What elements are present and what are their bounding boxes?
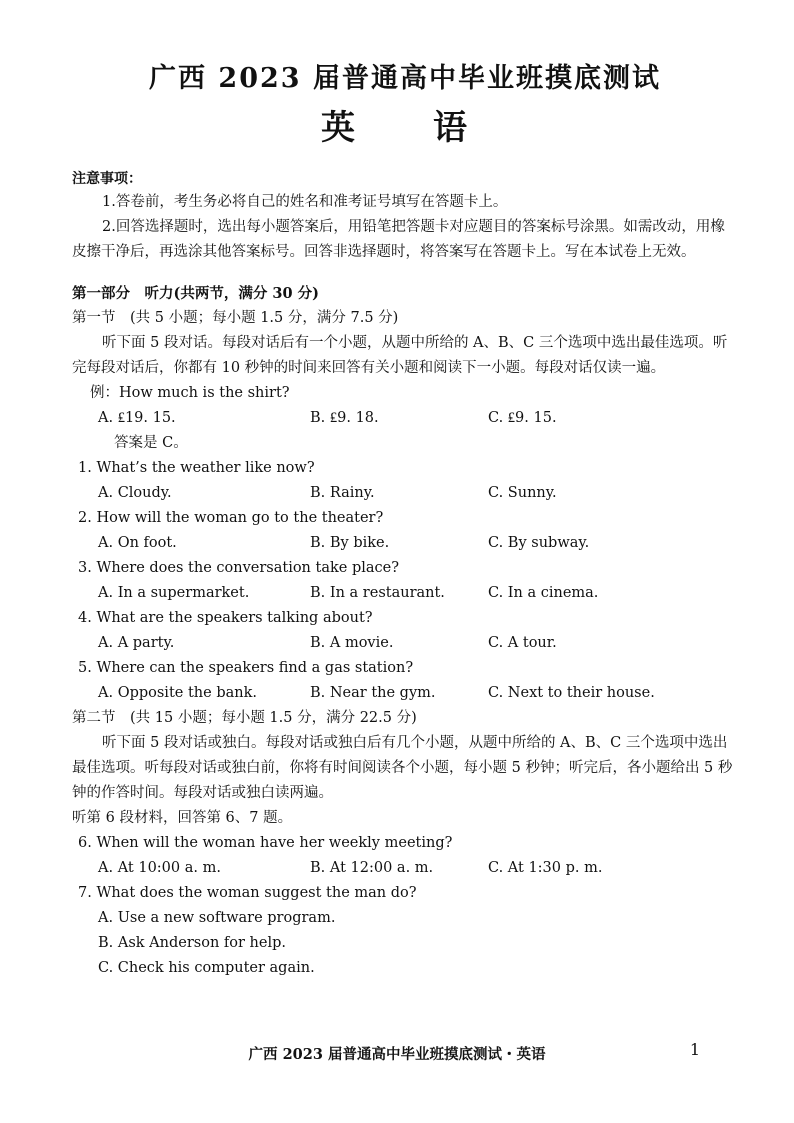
q6-option-a: A. At 10:00 a. m. <box>98 860 221 876</box>
question-6: 6. When will the woman have her weekly meeting? <box>78 835 453 851</box>
notes-item-2: 2.回答选择题时，选出每小题答案后，用铅笔把答题卡对应题目的答案标号涂黑。如需改动，用橡皮擦干净后，再选涂其他答案标号。回答非选择题时，将答案写在答题卡上。写在本试卷上无效。 <box>72 219 725 260</box>
q1-option-a: A. Cloudy. <box>98 485 172 501</box>
example-question: 例：How much is the shirt? <box>90 385 290 401</box>
q6-option-b: B. At 12:00 a. m. <box>310 860 434 876</box>
question-3-options <box>98 581 738 606</box>
section2-instructions: 听下面 5 段对话或独白。每段对话或独白后有几个小题，从题中所给的 A、B、C 三个选项中选出最佳选项。听每段对话或独白前，你将有时间阅读各个小题，每小题 5 秒钟；听完后，各小题给出 5 秒钟的作答时间。每段对话或独白读两遍。 <box>72 735 733 801</box>
question-7: 7. What does the woman suggest the man do? <box>78 885 417 901</box>
example-options <box>98 406 738 431</box>
material-6-instruction: 听第 6 段材料，回答第 6、7 题。 <box>72 810 293 826</box>
example-option-b: B. ₤9. 18. <box>310 410 379 426</box>
example-option-a: A. ₤19. 15. <box>98 410 176 426</box>
question-3: 3. Where does the conversation take place? <box>78 560 399 576</box>
question-2: 2. How will the woman go to the theater? <box>78 510 384 526</box>
q4-option-b: B. A movie. <box>310 635 394 651</box>
part1-heading: 第一部分 听力(共两节，满分 30 分) <box>72 285 319 302</box>
section1-instructions: 听下面 5 段对话。每段对话后有一个小题，从题中所给的 A、B、C 三个选项中选出最佳选项。听完每段对话后，你都有 10 秒钟的时间来回答有关小题和阅读下一小题。每段对话仅读一遍。 <box>72 335 728 376</box>
q4-option-c: C. A tour. <box>488 635 557 651</box>
question-5: 5. Where can the speakers find a gas station? <box>78 660 414 676</box>
question-1: 1. What’s the weather like now? <box>78 460 315 476</box>
q3-option-c: C. In a cinema. <box>488 585 599 601</box>
q5-option-a: A. Opposite the bank. <box>98 685 257 701</box>
question-5-options <box>98 681 738 706</box>
q2-option-c: C. By subway. <box>488 535 590 551</box>
example-option-c: C. ₤9. 15. <box>488 410 557 426</box>
question-4-options <box>98 631 738 656</box>
q5-option-b: B. Near the gym. <box>310 685 436 701</box>
page-number: 1 <box>689 1040 700 1059</box>
question-2-options <box>98 531 738 556</box>
q7-option-c: C. Check his computer again. <box>98 960 315 976</box>
question-4: 4. What are the speakers talking about? <box>78 610 373 626</box>
subject-title: 英 语 <box>321 108 489 148</box>
section2-heading: 第二节 (共 15 小题；每小题 1.5 分，满分 22.5 分) <box>72 710 417 726</box>
q4-option-a: A. A party. <box>98 635 175 651</box>
q2-option-b: B. By bike. <box>310 535 390 551</box>
q3-option-b: B. In a restaurant. <box>310 585 445 601</box>
page-footer: 广西 2023 届普通高中毕业班摸底测试・英语 <box>248 1046 546 1063</box>
question-6-options <box>98 856 738 881</box>
q5-option-c: C. Next to their house. <box>488 685 655 701</box>
exam-title: 广西 2023 届普通高中毕业班摸底测试 <box>149 63 661 94</box>
q7-option-b: B. Ask Anderson for help. <box>98 935 286 951</box>
q2-option-a: A. On foot. <box>98 535 177 551</box>
question-1-options <box>98 481 738 506</box>
example-answer: 答案是 C。 <box>114 435 188 451</box>
section1-heading: 第一节 (共 5 小题；每小题 1.5 分，满分 7.5 分) <box>72 310 399 326</box>
q7-option-a: A. Use a new software program. <box>98 910 336 926</box>
q6-option-c: C. At 1:30 p. m. <box>488 860 603 876</box>
q3-option-a: A. In a supermarket. <box>98 585 250 601</box>
q1-option-b: B. Rainy. <box>310 485 375 501</box>
notes-item-1: 1.答卷前，考生务必将自己的姓名和准考证号填写在答题卡上。 <box>102 194 508 210</box>
notes-heading: 注意事项： <box>72 171 142 187</box>
q1-option-c: C. Sunny. <box>488 485 557 501</box>
